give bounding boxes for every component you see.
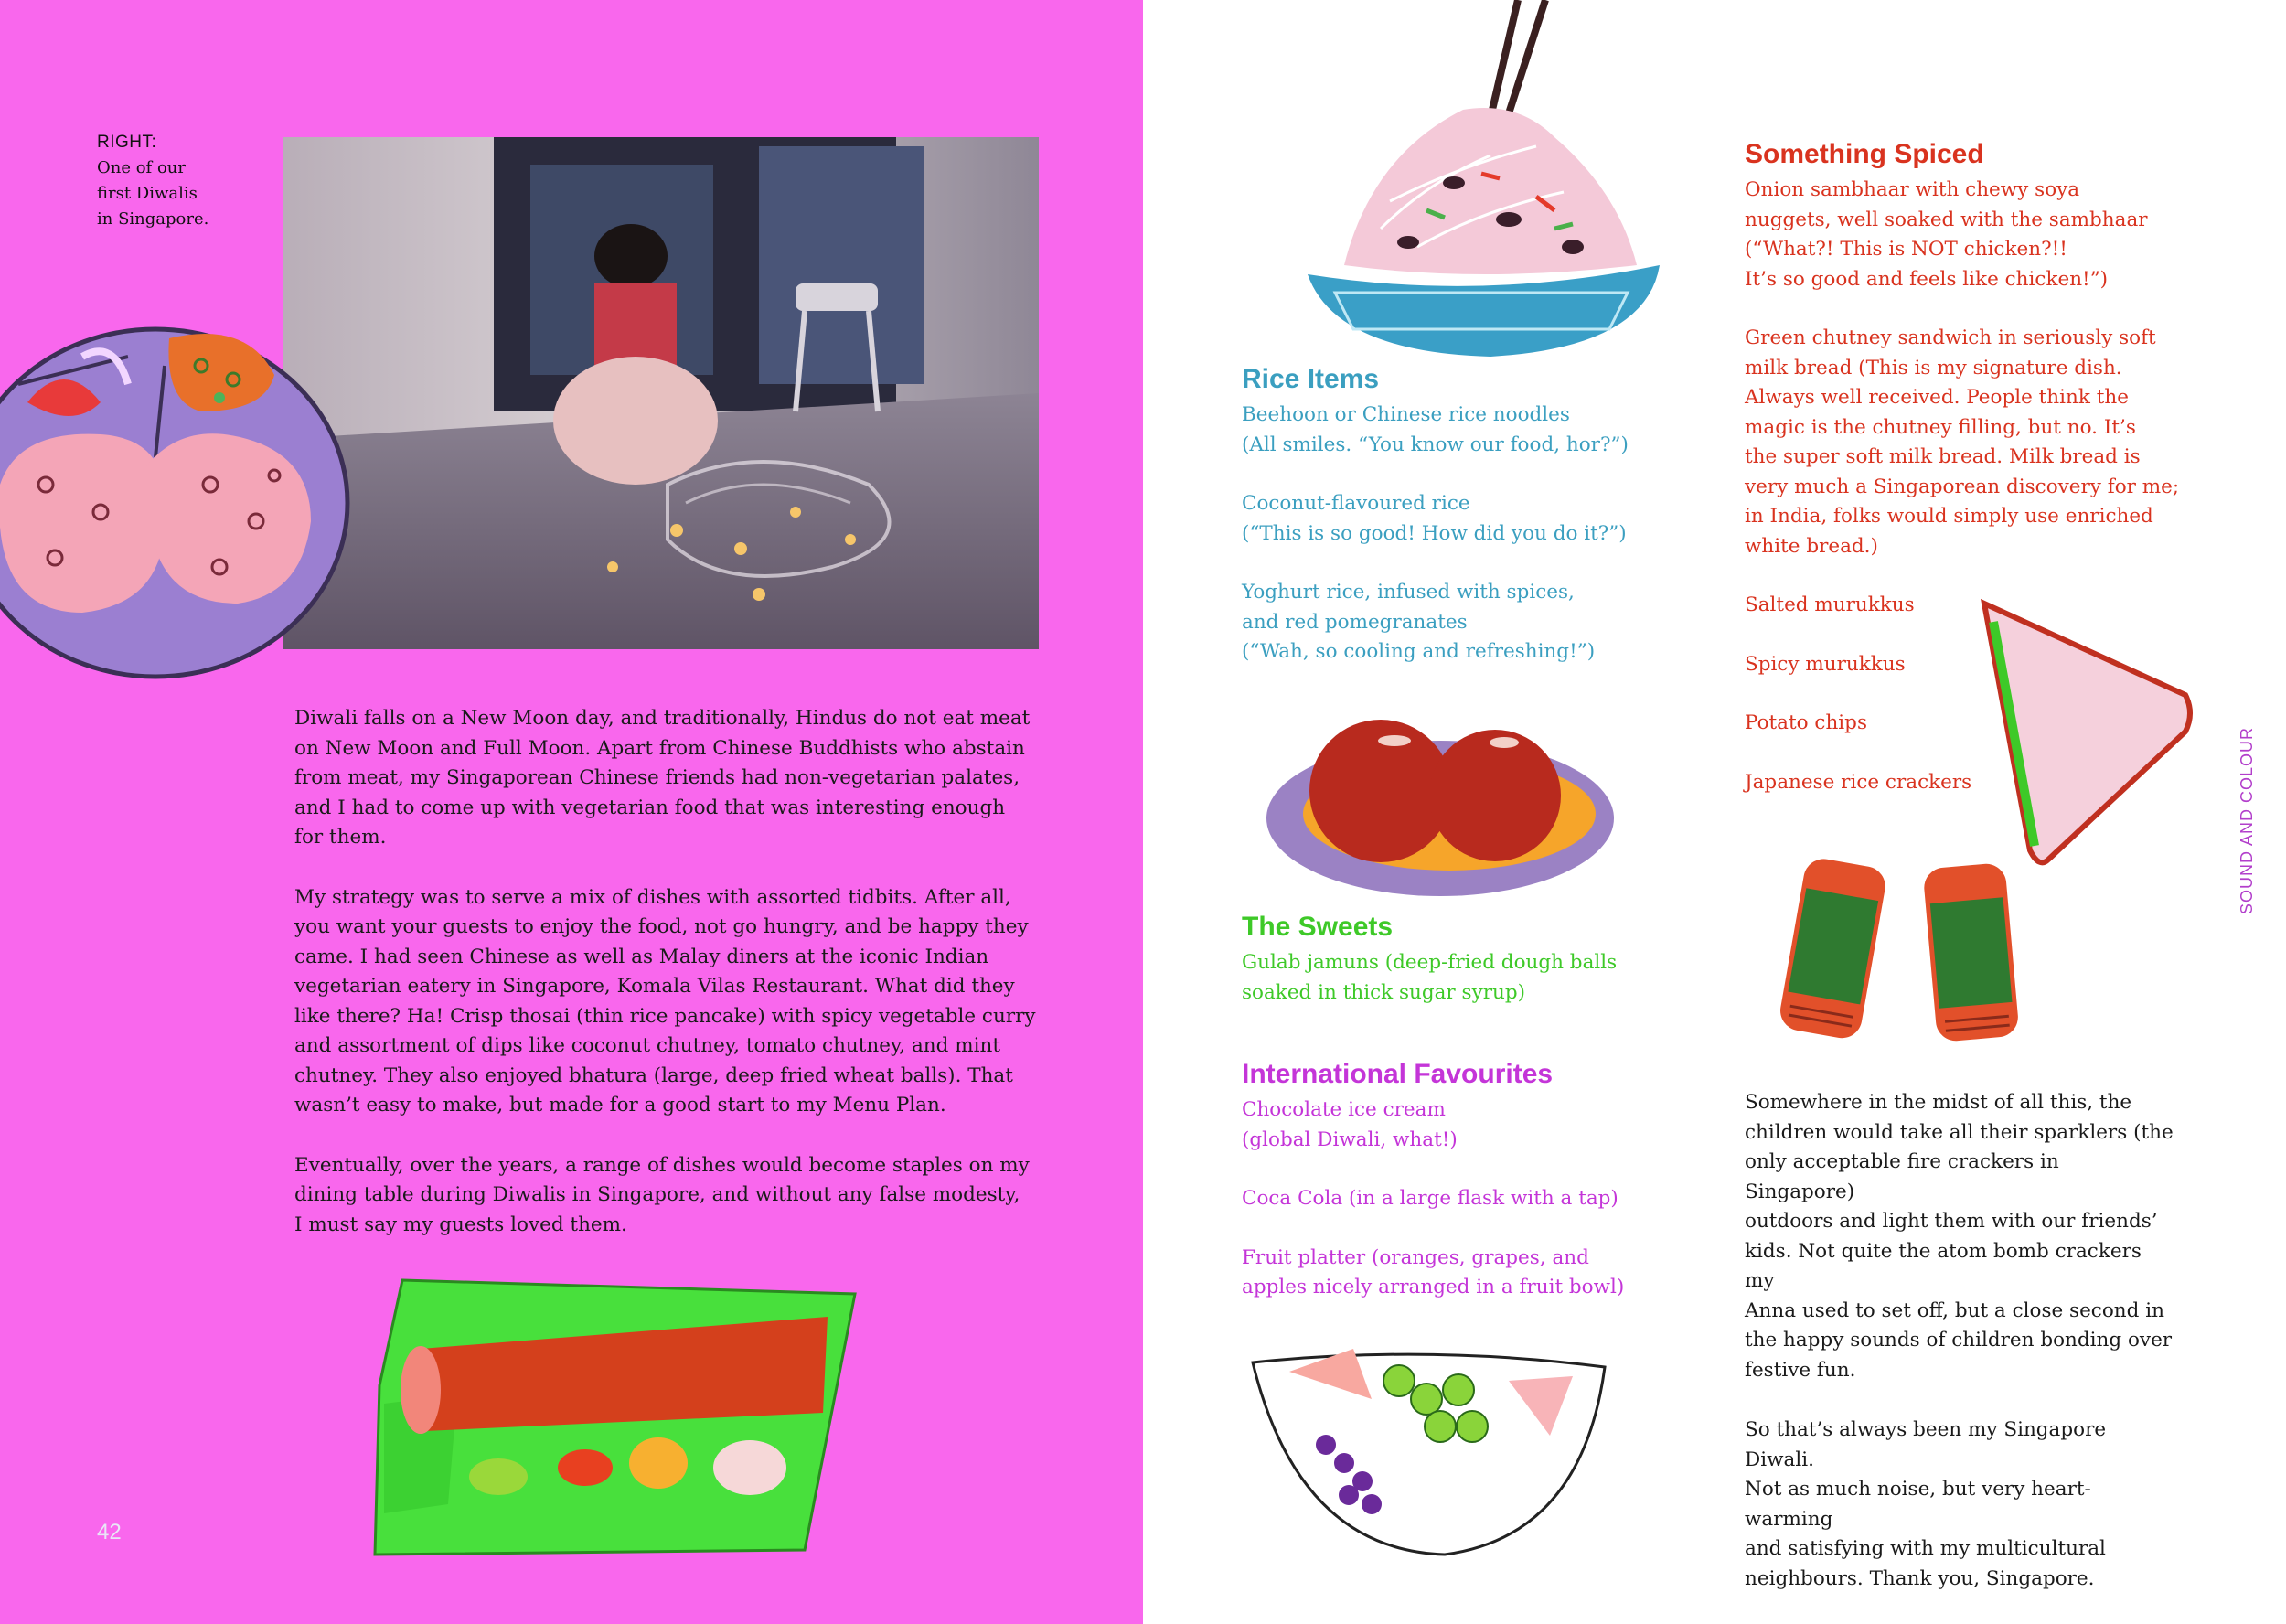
fruit-bowl-illustration [1234,1335,1618,1564]
menu-line: (All smiles. “You know our food, hor?”) [1242,433,1629,456]
menu-line: milk bread (This is my signature dish. [1745,356,2122,379]
paragraph: Somewhere in the midst of all this, the children would take all their sparklers (the only acceptable fire crackers in Singapore) outdoors and light them with our friends’ kids. Not quite the atom bomb crackers my Anna used to set off, but a close second in the happy sounds of children bonding over festive fun. [1745,1091,2174,1382]
menu-line: (“Wah, so cooling and refreshing!”) [1242,640,1596,663]
menu-line: Japanese rice crackers [1745,770,1972,794]
side-section-label [2227,695,2263,933]
photo-caption [97,130,252,232]
menu-line: Coconut-flavoured rice [1242,492,1470,515]
menu-line: Onion sambhaar with chewy soya [1745,178,2080,201]
caption-line: One of our [97,158,186,177]
menu-line: magic is the chutney filling, but no. It’s [1745,415,2136,439]
diwali-photo [283,137,1039,649]
caption-line: in Singapore. [97,209,209,229]
menu-line: Yoghurt rice, infused with spices, [1242,581,1575,604]
right-page [1143,0,2286,1624]
menu-line: Chocolate ice cream [1242,1098,1446,1121]
menu-line: (“What?! This is NOT chicken?!! [1745,238,2067,261]
menu-line: Spicy murukkus [1745,652,1906,676]
paragraph: So that’s always been my Singapore Diwali. Not as much noise, but very heart-warming and satisfying with my multicultural neighbours. Thank you, Singapore. [1745,1418,2107,1590]
paragraph: My strategy was to serve a mix of dishes with assorted tidbits. After all, you want your guests to enjoy the food, not go hungry, and be happy they came. I had seen Chinese as well as Malay diners at the iconic Indian vegetarian eatery in Singapore, Komala Vilas Restaurant. What did they like there? Ha! Crisp thosai (thin rice pancake) with spicy vegetable curry and assortment of dips like coconut chutney, tomato chutney, and mint chutney. They also enjoyed bhatura (large, deep fried wheat balls). That wasn’t easy to make, but made for a good start to my Menu Plan. [294,885,1036,1116]
menu-line: It’s so good and feels like chicken!”) [1745,267,2109,291]
menu-line: Fruit platter (oranges, grapes, and [1242,1245,1589,1269]
menu-line: Gulab jamuns (deep-fried dough balls [1242,951,1618,974]
international-favourites-section [1242,1059,1717,1303]
something-spiced-section [1745,139,2220,797]
menu-line: very much a Singaporean discovery for me; [1745,475,2180,498]
page-number: 42 [97,1520,122,1544]
menu-line: apples nicely arranged in a fruit bowl) [1242,1276,1625,1298]
section-title: The Sweets [1242,912,1394,942]
menu-line: Green chutney sandwich in seriously soft [1745,326,2156,349]
menu-line: (“This is so good! How did you do it?”) [1242,521,1627,545]
menu-line: the super soft milk bread. Milk bread is [1745,445,2141,468]
left-body-text [294,704,1053,1270]
noodle-plate-illustration [1280,0,1673,366]
side-label-text: SOUND AND COLOUR [2238,726,2256,914]
section-title: Rice Items [1242,364,1380,394]
menu-line: soaked in thick sugar syrup) [1242,980,1525,1004]
section-title: International Favourites [1242,1059,1554,1089]
menu-line: white bread.) [1745,534,1878,558]
menu-line: in India, folks would simply use enriched [1745,505,2153,528]
menu-line: Always well received. People think the [1745,386,2129,409]
idli-plate-illustration [0,302,393,704]
menu-line: nuggets, well soaked with the sambhaar [1745,208,2148,231]
menu-line: and red pomegranates [1242,610,1468,634]
menu-line: Beehoon or Chinese rice noodles [1242,403,1570,426]
menu-line: Potato chips [1745,711,1867,734]
sweets-section [1242,912,1717,1008]
paragraph: Diwali falls on a New Moon day, and traditionally, Hindus do not eat meat on New Moon and Full Moon. Apart from Chinese Buddhists who abstain from meat, my Singaporean Chinese friends had non-vegetarian palates, and I had to come up with vegetarian food that was interesting enough for them. [294,707,1031,849]
menu-line: Salted murukkus [1745,593,1915,616]
caption-label: RIGHT: [97,133,157,152]
section-title: Something Spiced [1745,139,1984,169]
murukku-illustration [1774,855,2048,1047]
menu-line: (global Diwali, what!) [1242,1127,1458,1151]
paragraph: Eventually, over the years, a range of dishes would become staples on my dining table during Diwalis in Singapore, and without any false modesty, I must say my guests loved them. [294,1153,1030,1236]
menu-line: Coca Cola (in a large flask with a tap) [1242,1187,1618,1210]
dosa-leaf-illustration [347,1276,860,1559]
right-body-text [1745,1088,2174,1624]
caption-line: first Diwalis [97,184,198,203]
gulab-jamun-illustration [1257,704,1623,905]
rice-items-section [1242,364,1717,668]
